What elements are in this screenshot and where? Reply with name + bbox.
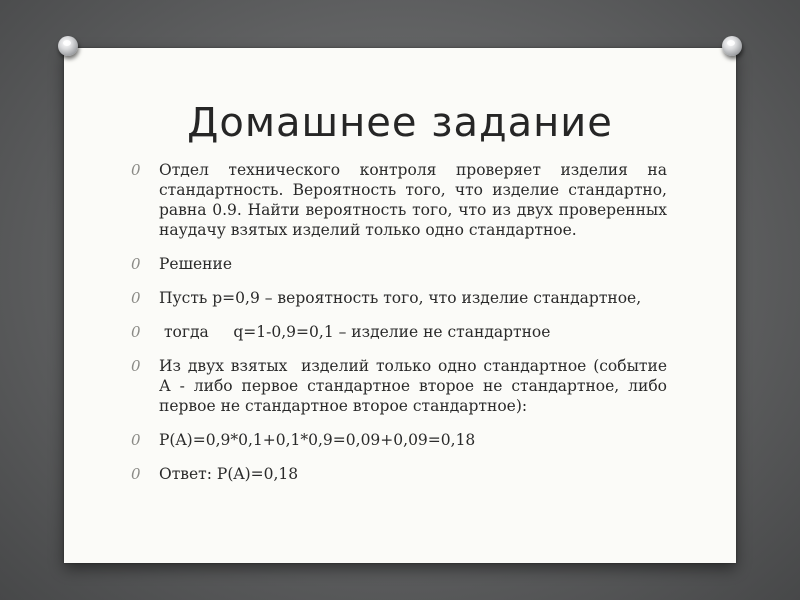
list-item [127, 430, 667, 450]
problem-statement: Отдел технического контроля проверяет изделия на стандартность. Вероятность того, что изделие стандартно, равна 0.9. Найти вероятность того, что из двух проверенных наудачу взятых изделий только одно стандартное. [159, 161, 672, 239]
content-list [127, 160, 672, 498]
given-p: Пусть p=0,9 – вероятность того, что изделие стандартное, [159, 289, 642, 307]
bullet-icon: 0 [131, 357, 141, 375]
list-item [127, 464, 667, 484]
list-item [127, 288, 667, 308]
bullet-icon: 0 [131, 161, 141, 179]
pushpin-left-icon [58, 36, 78, 56]
probability-formula: P(A)=0,9*0,1+0,1*0,9=0,09+0,09=0,18 [159, 431, 476, 449]
list-item [127, 322, 667, 342]
list-item [127, 356, 672, 416]
slide-title: Домашнее задание [187, 100, 613, 146]
event-description: Из двух взятых изделий только одно стандартное (событие А - либо первое стандартное второе не стандартное, либо первое не стандартное второе стандартное): [159, 357, 672, 415]
bullet-icon: 0 [131, 323, 141, 341]
bullet-icon: 0 [131, 289, 141, 307]
solution-heading: Решение [159, 255, 233, 273]
answer: Ответ: P(A)=0,18 [159, 465, 299, 483]
pushpin-right-icon [722, 36, 742, 56]
given-q: тогда q=1-0,9=0,1 – изделие не стандартное [159, 323, 551, 341]
list-item [127, 254, 667, 274]
bullet-icon: 0 [131, 465, 141, 483]
bullet-icon: 0 [131, 431, 141, 449]
bullet-icon: 0 [131, 255, 141, 273]
list-item [127, 160, 672, 240]
